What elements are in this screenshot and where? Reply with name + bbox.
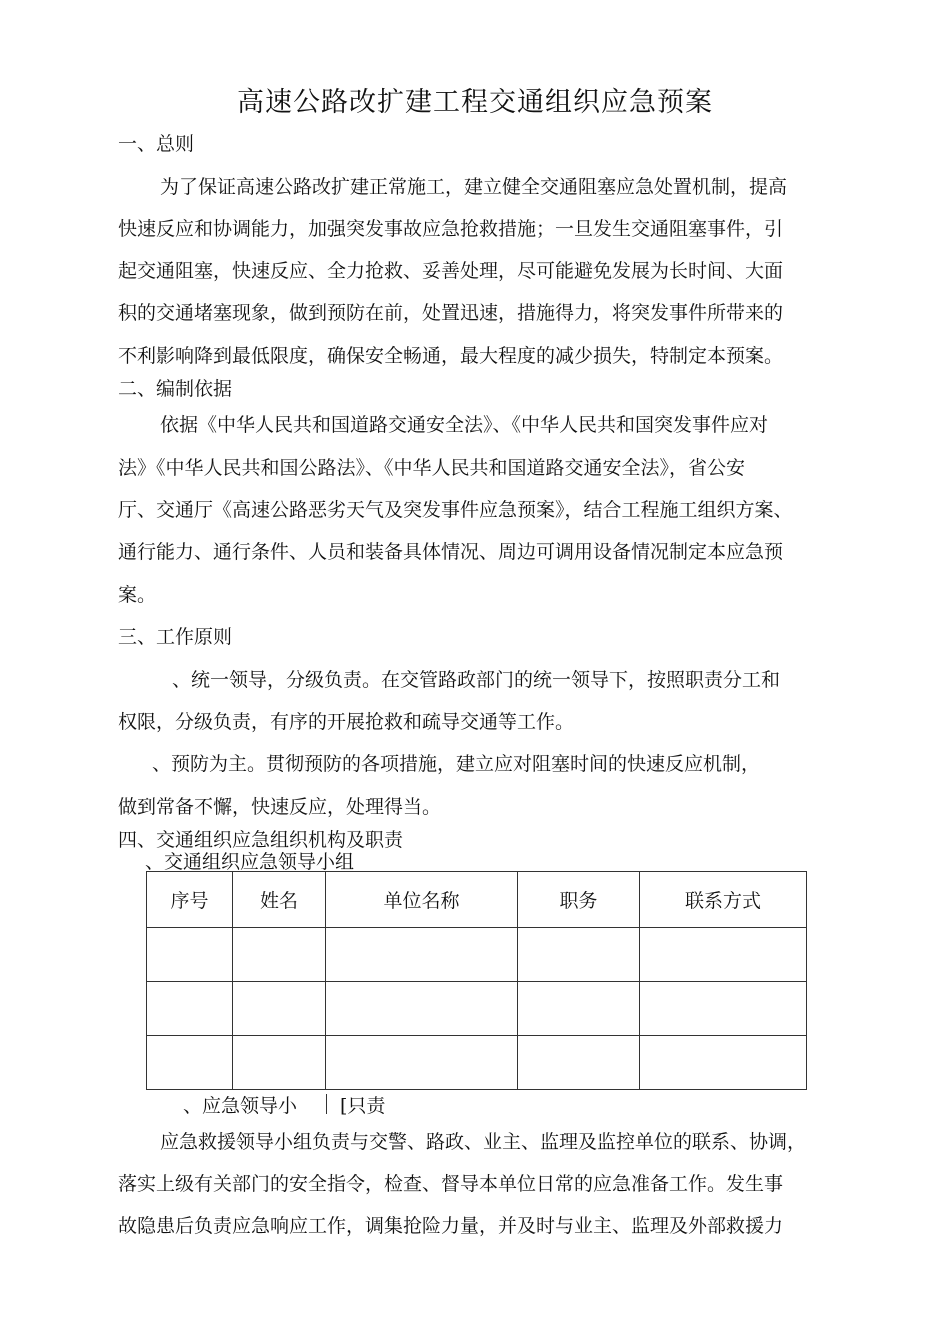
table-cell	[326, 928, 518, 982]
leadership-table	[146, 871, 807, 1090]
section-3-line: 、统一领导，分级负责。在交管路政部门的统一领导下，按照职责分工和	[172, 669, 781, 691]
section-3-line: 权限，分级负责，有序的开展抢救和疏导交通等工作。	[118, 711, 575, 733]
table-cell	[233, 928, 326, 982]
table-cell	[326, 1036, 518, 1090]
section-4-heading: 四、交通组织应急组织机构及职责	[118, 829, 404, 851]
section-1-heading: 一、总则	[118, 133, 195, 155]
section-2-heading: 二、编制依据	[118, 378, 233, 400]
table-header-cell: 姓名	[233, 872, 326, 928]
section-1-line: 不利影响降到最低限度，确保安全畅通，最大程度的减少损失，特制定本预案。	[118, 345, 784, 367]
table-header-cell: 序号	[147, 872, 233, 928]
table-header-cell: 单位名称	[326, 872, 518, 928]
table-row	[147, 1036, 807, 1090]
section-2-line: 法》《中华人民共和国公路法》、《中华人民共和国道路交通安全法》，省公安	[118, 457, 746, 479]
section-2-line: 案。	[118, 584, 157, 606]
section-1-line: 快速反应和协调能力，加强突发事故应急抢救措施；一旦发生交通阻塞事件，引	[118, 218, 784, 240]
section-2-line: 厅、交通厅《高速公路恶劣天气及突发事件应急预案》，结合工程施工组织方案、	[118, 499, 793, 521]
section-4-line: 应急救援领导小组负责与交警、路政、业主、监理及监控单位的联系、协调，	[160, 1131, 807, 1153]
section-4-line: 故隐患后负责应急响应工作，调集抢险力量，并及时与业主、监理及外部救援力	[118, 1215, 784, 1237]
table-cell	[640, 1036, 807, 1090]
table-cell	[233, 982, 326, 1036]
section-3-line: 、预防为主。贯彻预防的各项措施，建立应对阻塞时间的快速反应机制，	[152, 753, 761, 775]
section-1-line: 积的交通堵塞现象，做到预防在前，处置迅速，措施得力，将突发事件所带来的	[118, 302, 784, 324]
table-cell	[518, 982, 640, 1036]
table-cell	[233, 1036, 326, 1090]
table-cell	[147, 1036, 233, 1090]
section-4-line: 落实上级有关部门的安全指令，检查、督导本单位日常的应急准备工作。发生事	[118, 1173, 784, 1195]
section-2-line: 通行能力、通行条件、人员和装备具体情况、周边可调用设备情况制定本应急预	[118, 541, 784, 563]
table-cell	[147, 982, 233, 1036]
section-3-line: 做到常备不懈，快速反应，处理得当。	[118, 796, 442, 818]
table-cell	[147, 928, 233, 982]
table-cell	[518, 928, 640, 982]
table-row	[147, 928, 807, 982]
table-header-cell: 职务	[518, 872, 640, 928]
section-3-heading: 三、工作原则	[118, 626, 233, 648]
section-4-sub2-label: 、应急领导小	[183, 1095, 298, 1117]
table-header-row	[147, 872, 807, 928]
table-cell	[640, 982, 807, 1036]
section-1-line: 为了保证高速公路改扩建正常施工，建立健全交通阻塞应急处置机制，提高	[160, 176, 788, 198]
table-cell	[326, 982, 518, 1036]
table-cell	[640, 928, 807, 982]
table-row	[147, 982, 807, 1036]
section-1-line: 起交通阻塞，快速反应、全力抢救、妥善处理，尽可能避免发展为长时间、大面	[118, 260, 784, 282]
document-title: 高速公路改扩建工程交通组织应急预案	[237, 87, 713, 118]
section-4-subheading: 、交通组织应急领导小组	[145, 851, 355, 873]
table-header-cell: 联系方式	[640, 872, 807, 928]
separator-line	[326, 1094, 327, 1114]
table-cell	[518, 1036, 640, 1090]
section-2-line: 依据《中华人民共和国道路交通安全法》、《中华人民共和国突发事件应对	[160, 414, 769, 436]
section-4-sub2-label-fragment: [只责	[340, 1095, 386, 1117]
